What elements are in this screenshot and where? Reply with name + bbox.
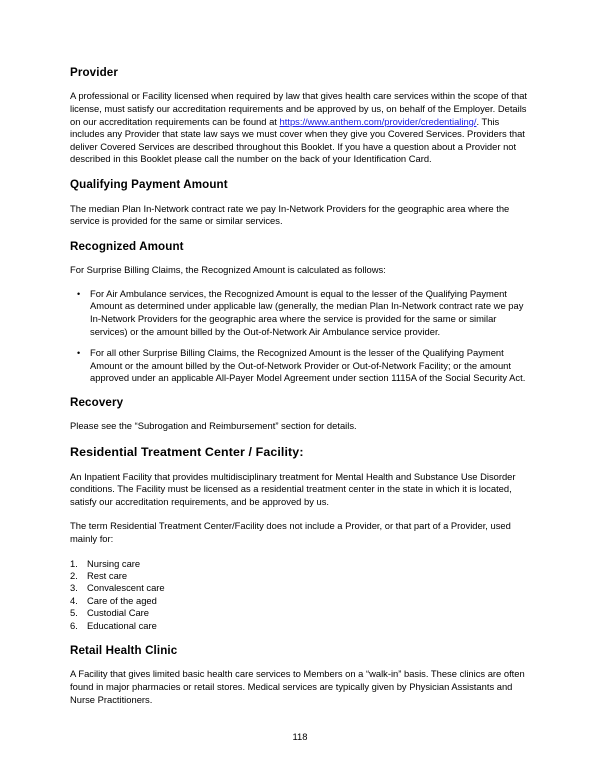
- list-label: Convalescent care: [87, 582, 165, 594]
- provider-text-before-link: A professional or Facility licensed when required by law that gives health care services within the scope of that license, must satisfy our accreditation requirements and be approved by us, on behalf of the Employer. Details on our accreditation requirements can be found at: [70, 90, 528, 127]
- page-content: [70, 66, 531, 718]
- list-item: [70, 607, 531, 619]
- list-number: 1.: [70, 557, 78, 569]
- list-label: Rest care: [87, 569, 128, 581]
- list-label: Educational care: [87, 619, 157, 631]
- list-number: 6.: [70, 619, 78, 631]
- heading-qualifying-payment-amount: Qualifying Payment Amount: [70, 178, 228, 192]
- heading-provider: Provider: [70, 66, 118, 79]
- list-number: 3.: [70, 582, 78, 594]
- recognized-amount-bullet-list: [70, 288, 531, 385]
- list-label: Custodial Care: [87, 607, 150, 619]
- list-number: 4.: [70, 594, 78, 606]
- paragraph-retail-health-clinic: A Facility that gives limited basic health care services to Members on a “walk-in” basis. These clinics are often found in major pharmacies or retail stores. Medical services are typically given by Physician Assistants and Nurse Practitioners.: [70, 668, 525, 705]
- list-item: [70, 347, 531, 385]
- bullet-icon: •: [77, 288, 81, 299]
- paragraph-residential-treatment-center-1: An Inpatient Facility that provides multidisciplinary treatment for Mental Health and Substance Use Disorder conditions. The Facility must be licensed as a residential treatment center in the state in which it is located, satisfy our accreditation requirements, and be approved by us.: [70, 470, 516, 507]
- provider-text-after-link: . This includes any Provider that state law says we must cover when they give you Covered Services. Providers that deliver Covered Services are described throughout this Booklet. If you have a question about a Provider not described in this Booklet please call the number on the back of your Identification Card.: [70, 115, 525, 165]
- list-number: 2.: [70, 569, 78, 581]
- residential-exclusions-list: [70, 558, 531, 632]
- bullet-text: For Air Ambulance services, the Recognized Amount is equal to the lesser of the Qualifying Payment Amount as determined under applicable law (generally, the median Plan In-Network contract rate we pay In-Network Providers for the geographic area where the service is provided for the same or similar services) or the amount billed by the Out-of-Network Air Ambulance service provider.: [90, 287, 524, 337]
- paragraph-qualifying-payment-amount: The median Plan In-Network contract rate we pay In-Network Providers for the geographic area where the service is provided for the same or similar services.: [70, 202, 510, 227]
- list-item: [70, 595, 531, 607]
- list-item: [70, 582, 531, 594]
- paragraph-residential-treatment-center-2: The term Residential Treatment Center/Facility does not include a Provider, or that part of a Provider, used mainly for:: [70, 520, 511, 544]
- list-item: [70, 620, 531, 632]
- bullet-icon: •: [77, 348, 81, 359]
- page-number: 118: [292, 731, 308, 742]
- heading-retail-health-clinic: Retail Health Clinic: [70, 643, 178, 657]
- list-item: [70, 570, 531, 582]
- heading-recovery: Recovery: [70, 395, 124, 409]
- paragraph-recovery: Please see the “Subrogation and Reimbursement” section for details.: [70, 420, 357, 432]
- heading-recognized-amount: Recognized Amount: [70, 239, 184, 253]
- list-number: 5.: [70, 607, 78, 619]
- list-label: Care of the aged: [87, 594, 157, 606]
- list-item: [70, 288, 531, 338]
- paragraph-recognized-amount-intro: For Surprise Billing Claims, the Recognized Amount is calculated as follows:: [70, 264, 386, 276]
- paragraph-provider: [70, 90, 531, 166]
- bullet-text: For all other Surprise Billing Claims, the Recognized Amount is the lesser of the Qualifying Payment Amount or the amount billed by the Out-of-Network Provider or Out-of-Network Facility; or the amount approved under an applicable All-Payer Model Agreement under section 1115A of the Social Security Act.: [90, 347, 526, 384]
- list-label: Nursing care: [87, 557, 141, 569]
- list-item: [70, 558, 531, 570]
- heading-residential-treatment-center: Residential Treatment Center / Facility:: [70, 445, 304, 460]
- credentialing-link[interactable]: https://www.anthem.com/provider/credentialing/: [279, 115, 477, 127]
